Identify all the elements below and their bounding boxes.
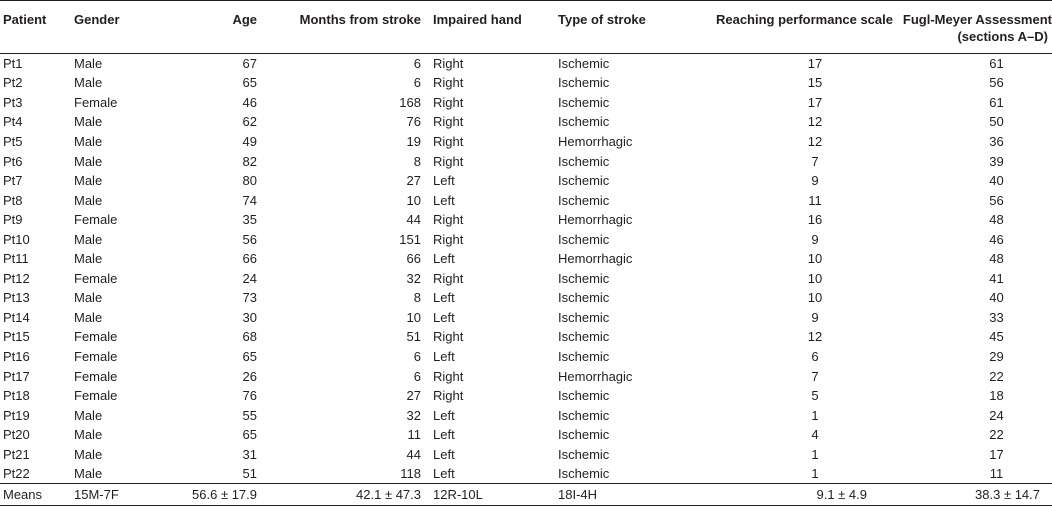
cell-gender: Male: [74, 407, 103, 423]
cell-impaired-hand: Right: [433, 75, 464, 91]
table-row: [0, 386, 1052, 406]
cell-stroke-type: Ischemic: [558, 348, 610, 364]
cell-impaired-hand: Left: [433, 446, 455, 462]
table-row: [0, 151, 1052, 171]
cell-gender: Male: [74, 192, 103, 208]
cell-months: 44: [406, 212, 421, 228]
cell-fugl-meyer: 18: [989, 388, 1004, 404]
cell-reaching-performance: 17: [807, 94, 823, 110]
cell-reaching-performance: 9: [811, 173, 819, 189]
means-patient: Means: [3, 487, 43, 503]
cell-reaching-performance: 10: [807, 251, 823, 267]
cell-stroke-type: Ischemic: [558, 94, 610, 110]
table-row: [0, 327, 1052, 347]
cell-stroke-type: Ischemic: [558, 309, 610, 325]
cell-gender: Female: [74, 368, 118, 384]
cell-months: 27: [406, 388, 421, 404]
cell-gender: Female: [74, 329, 118, 345]
means-fugl-meyer: 38.3 ± 14.7: [975, 487, 1040, 503]
cell-impaired-hand: Right: [433, 270, 464, 286]
header-stroke-type: Type of stroke: [558, 12, 646, 27]
cell-patient: Pt2: [3, 75, 23, 91]
header-gender: Gender: [74, 12, 120, 27]
cell-fugl-meyer: 22: [989, 368, 1004, 384]
cell-fugl-meyer: 39: [989, 153, 1004, 169]
cell-months: 10: [406, 309, 421, 325]
cell-fugl-meyer: 50: [989, 114, 1004, 130]
cell-reaching-performance: 15: [807, 75, 823, 91]
cell-age: 62: [242, 114, 257, 130]
cell-impaired-hand: Left: [433, 427, 455, 443]
cell-age: 26: [242, 368, 257, 384]
cell-patient: Pt15: [3, 329, 30, 345]
cell-age: 68: [242, 329, 257, 345]
cell-fugl-meyer: 36: [989, 133, 1004, 149]
cell-reaching-performance: 7: [811, 368, 819, 384]
cell-gender: Male: [74, 446, 103, 462]
cell-gender: Male: [74, 427, 103, 443]
cell-impaired-hand: Left: [433, 348, 455, 364]
cell-patient: Pt21: [3, 446, 30, 462]
cell-age: 51: [242, 466, 257, 481]
cell-age: 76: [242, 388, 257, 404]
cell-impaired-hand: Left: [433, 173, 455, 189]
table-row: [0, 171, 1052, 191]
cell-gender: Male: [74, 56, 103, 72]
cell-impaired-hand: Right: [433, 231, 464, 247]
cell-stroke-type: Ischemic: [558, 290, 610, 306]
means-gender: 15M-7F: [74, 487, 119, 503]
cell-stroke-type: Ischemic: [558, 56, 610, 72]
cell-impaired-hand: Right: [433, 133, 464, 149]
cell-gender: Male: [74, 290, 103, 306]
cell-fugl-meyer: 22: [989, 427, 1004, 443]
means-stroke-type: 18I-4H: [558, 487, 598, 503]
cell-gender: Male: [74, 251, 103, 267]
cell-patient: Pt18: [3, 388, 30, 404]
cell-age: 24: [242, 270, 257, 286]
cell-reaching-performance: 1: [811, 446, 819, 462]
cell-months: 76: [406, 114, 421, 130]
cell-fugl-meyer: 56: [989, 75, 1004, 91]
cell-impaired-hand: Right: [433, 94, 464, 110]
cell-gender: Female: [74, 94, 118, 110]
cell-months: 6: [413, 56, 421, 72]
cell-months: 118: [400, 466, 421, 481]
table-row: [0, 347, 1052, 367]
cell-gender: Male: [74, 231, 103, 247]
cell-impaired-hand: Left: [433, 290, 455, 306]
cell-fugl-meyer: 40: [989, 290, 1004, 306]
cell-reaching-performance: 12: [807, 329, 823, 345]
cell-fugl-meyer: 48: [989, 251, 1004, 267]
table-row: [0, 54, 1052, 74]
cell-months: 151: [399, 231, 421, 247]
cell-fugl-meyer: 41: [989, 270, 1004, 286]
table-row: [0, 308, 1052, 328]
cell-impaired-hand: Left: [433, 309, 455, 325]
cell-patient: Pt5: [3, 133, 23, 149]
table-row: [0, 464, 1052, 484]
cell-age: 73: [242, 290, 257, 306]
cell-stroke-type: Ischemic: [558, 153, 610, 169]
cell-impaired-hand: Left: [433, 466, 455, 481]
cell-impaired-hand: Left: [433, 407, 455, 423]
cell-patient: Pt14: [3, 309, 30, 325]
means-months: 42.1 ± 47.3: [356, 487, 421, 503]
cell-patient: Pt19: [3, 407, 30, 423]
cell-fugl-meyer: 29: [989, 348, 1004, 364]
table-row: [0, 132, 1052, 152]
cell-reaching-performance: 10: [807, 270, 823, 286]
cell-stroke-type: Ischemic: [558, 75, 610, 91]
cell-fugl-meyer: 56: [989, 192, 1004, 208]
cell-gender: Male: [74, 75, 103, 91]
cell-patient: Pt13: [3, 290, 30, 306]
header-patient: Patient: [3, 12, 47, 27]
cell-fugl-meyer: 11: [989, 466, 1004, 481]
cell-age: 30: [242, 309, 257, 325]
table-row: [0, 249, 1052, 269]
means-row: [0, 484, 1052, 506]
cell-age: 67: [242, 56, 257, 72]
cell-fugl-meyer: 61: [989, 94, 1004, 110]
cell-months: 27: [406, 173, 421, 189]
cell-months: 32: [406, 407, 421, 423]
cell-gender: Female: [74, 270, 118, 286]
cell-impaired-hand: Left: [433, 192, 455, 208]
cell-patient: Pt6: [3, 153, 23, 169]
cell-gender: Male: [74, 309, 103, 325]
header-months: Months from stroke: [299, 12, 421, 27]
cell-fugl-meyer: 61: [989, 56, 1004, 72]
cell-gender: Female: [74, 212, 118, 228]
cell-reaching-performance: 17: [807, 56, 823, 72]
cell-patient: Pt17: [3, 368, 30, 384]
means-impaired-hand: 12R-10L: [433, 487, 483, 503]
cell-age: 35: [242, 212, 257, 228]
table-row: [0, 269, 1052, 289]
cell-patient: Pt4: [3, 114, 23, 130]
cell-months: 32: [406, 270, 421, 286]
cell-stroke-type: Hemorrhagic: [558, 368, 633, 384]
cell-age: 46: [242, 94, 257, 110]
table-row: [0, 73, 1052, 93]
cell-reaching-performance: 12: [807, 114, 823, 130]
cell-fugl-meyer: 45: [989, 329, 1004, 345]
cell-months: 6: [413, 75, 421, 91]
cell-months: 19: [406, 133, 421, 149]
cell-fugl-meyer: 24: [989, 407, 1004, 423]
cell-patient: Pt7: [3, 173, 23, 189]
cell-patient: Pt16: [3, 348, 30, 364]
cell-gender: Male: [74, 153, 103, 169]
header-fugl-meyer-line1: Fugl-Meyer Assessment: [902, 12, 1052, 27]
cell-impaired-hand: Right: [433, 329, 464, 345]
table-row: [0, 425, 1052, 445]
cell-months: 11: [407, 427, 421, 443]
means-age: 56.6 ± 17.9: [192, 487, 257, 503]
table-row: [0, 210, 1052, 230]
cell-reaching-performance: 4: [811, 427, 819, 443]
cell-gender: Female: [74, 388, 118, 404]
cell-age: 31: [242, 446, 257, 462]
table-row: [0, 190, 1052, 210]
cell-months: 8: [413, 290, 421, 306]
cell-impaired-hand: Right: [433, 114, 464, 130]
cell-months: 66: [406, 251, 421, 267]
cell-stroke-type: Hemorrhagic: [558, 251, 633, 267]
cell-patient: Pt1: [3, 56, 23, 72]
cell-reaching-performance: 9: [811, 231, 819, 247]
cell-months: 168: [399, 94, 421, 110]
cell-months: 8: [413, 153, 421, 169]
cell-stroke-type: Hemorrhagic: [558, 212, 633, 228]
cell-stroke-type: Ischemic: [558, 231, 610, 247]
cell-fugl-meyer: 33: [989, 309, 1004, 325]
cell-fugl-meyer: 17: [989, 446, 1004, 462]
cell-age: 74: [242, 192, 257, 208]
cell-age: 65: [242, 427, 257, 443]
table-row: [0, 229, 1052, 249]
header-reaching-performance: Reaching performance scale: [715, 12, 893, 27]
cell-patient: Pt9: [3, 212, 23, 228]
cell-fugl-meyer: 46: [989, 231, 1004, 247]
cell-stroke-type: Ischemic: [558, 329, 610, 345]
cell-age: 82: [242, 153, 257, 169]
cell-stroke-type: Ischemic: [558, 173, 610, 189]
cell-reaching-performance: 11: [808, 192, 822, 208]
cell-impaired-hand: Right: [433, 153, 464, 169]
cell-reaching-performance: 7: [811, 153, 819, 169]
table-row: [0, 288, 1052, 308]
cell-impaired-hand: Right: [433, 212, 464, 228]
cell-stroke-type: Ischemic: [558, 446, 610, 462]
cell-gender: Female: [74, 348, 118, 364]
cell-months: 10: [406, 192, 421, 208]
means-reaching-performance: 9.1 ± 4.9: [816, 487, 867, 503]
table-row: [0, 366, 1052, 386]
cell-reaching-performance: 1: [811, 466, 819, 481]
table-row: [0, 93, 1052, 113]
cell-age: 55: [242, 407, 257, 423]
cell-patient: Pt10: [3, 231, 30, 247]
cell-age: 65: [242, 348, 257, 364]
cell-impaired-hand: Right: [433, 56, 464, 72]
cell-months: 6: [413, 348, 421, 364]
cell-reaching-performance: 12: [807, 133, 823, 149]
cell-impaired-hand: Right: [433, 388, 464, 404]
cell-months: 51: [406, 329, 421, 345]
cell-reaching-performance: 6: [811, 348, 819, 364]
cell-age: 65: [242, 75, 257, 91]
cell-patient: Pt12: [3, 270, 30, 286]
cell-patient: Pt20: [3, 427, 30, 443]
cell-reaching-performance: 16: [807, 212, 823, 228]
table-row: [0, 405, 1052, 425]
cell-patient: Pt3: [3, 94, 23, 110]
cell-gender: Male: [74, 466, 103, 481]
cell-age: 80: [242, 173, 257, 189]
cell-fugl-meyer: 48: [989, 212, 1004, 228]
cell-reaching-performance: 1: [811, 407, 819, 423]
cell-reaching-performance: 5: [811, 388, 819, 404]
cell-gender: Male: [74, 114, 103, 130]
cell-stroke-type: Ischemic: [558, 114, 610, 130]
cell-months: 44: [406, 446, 421, 462]
cell-stroke-type: Ischemic: [558, 192, 610, 208]
header-impaired-hand: Impaired hand: [433, 12, 522, 27]
cell-months: 6: [413, 368, 421, 384]
cell-fugl-meyer: 40: [989, 173, 1004, 189]
cell-patient: Pt8: [3, 192, 23, 208]
cell-patient: Pt11: [3, 251, 29, 267]
cell-patient: Pt22: [3, 466, 30, 481]
cell-stroke-type: Hemorrhagic: [558, 133, 633, 149]
cell-impaired-hand: Left: [433, 251, 455, 267]
cell-age: 49: [242, 133, 257, 149]
header-fugl-meyer: [901, 1, 1052, 54]
cell-stroke-type: Ischemic: [558, 427, 610, 443]
cell-stroke-type: Ischemic: [558, 466, 610, 481]
cell-stroke-type: Ischemic: [558, 407, 610, 423]
cell-gender: Male: [74, 173, 103, 189]
cell-stroke-type: Ischemic: [558, 388, 610, 404]
table-header-row: [0, 1, 1052, 54]
cell-age: 66: [242, 251, 257, 267]
cell-age: 56: [242, 231, 257, 247]
cell-gender: Male: [74, 133, 103, 149]
cell-impaired-hand: Right: [433, 368, 464, 384]
table-row: [0, 444, 1052, 464]
table-body: [0, 54, 1052, 506]
cell-reaching-performance: 10: [807, 290, 823, 306]
header-fugl-meyer-line2: (sections A–D): [957, 29, 1048, 44]
cell-reaching-performance: 9: [811, 309, 819, 325]
header-age: Age: [232, 12, 257, 27]
cell-stroke-type: Ischemic: [558, 270, 610, 286]
table-row: [0, 112, 1052, 132]
